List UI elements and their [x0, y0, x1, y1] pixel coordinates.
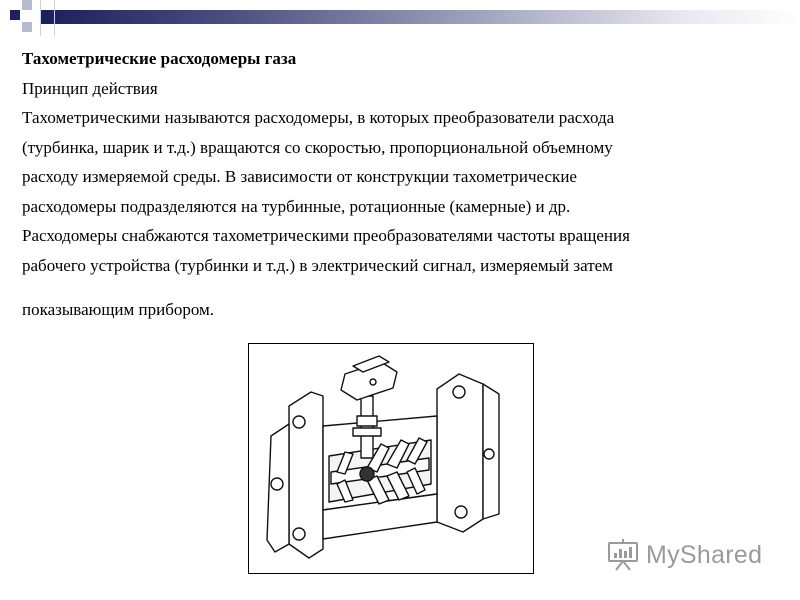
- banner-divider: [54, 0, 55, 36]
- top-banner: [0, 0, 800, 36]
- turbine-flowmeter-illustration: [248, 343, 534, 574]
- sensor-collar: [353, 428, 381, 436]
- bolt-hole: [271, 478, 283, 490]
- bolt-hole: [484, 449, 494, 459]
- body-line: Расходомеры снабжаются тахометрическими преобразователями частоты вращения: [22, 226, 630, 245]
- banner-square: [22, 0, 32, 10]
- banner-gradient: [40, 10, 800, 24]
- myshared-watermark: [606, 538, 776, 572]
- banner-divider: [40, 0, 41, 36]
- body-line-last: показывающим прибором.: [22, 300, 215, 319]
- body-line: (турбинка, шарик и т.д.) вращаются со скоростью, пропорциональной объемному: [22, 137, 613, 157]
- banner-square: [10, 10, 20, 20]
- bolt-hole: [293, 416, 305, 428]
- bolt-hole: [453, 386, 465, 398]
- banner-square: [22, 22, 32, 32]
- presentation-board-icon: [606, 538, 642, 572]
- sensor-nut: [357, 416, 377, 426]
- watermark-text: MyShared: [646, 541, 763, 569]
- body-line: расходу измеряемой среды. В зависимости от конструкции тахометрические: [22, 167, 577, 186]
- body-line: рабочего устройства (турбинки и т.д.) в электрический сигнал, измеряемый затем: [22, 255, 613, 275]
- bolt-hole: [293, 528, 305, 540]
- bolt-hole: [455, 506, 467, 518]
- slide-text: [22, 44, 782, 325]
- sensor-stem: [361, 396, 373, 458]
- body-line: Тахометрическими называются расходомеры, в которых преобразователи расхода: [22, 108, 615, 127]
- slide-title: Тахометрические расходомеры газа: [22, 49, 297, 68]
- flowmeter-drawing: [249, 344, 533, 573]
- slide-subtitle: Принцип действия: [22, 78, 158, 98]
- body-line: расходомеры подразделяются на турбинные, ротационные (камерные) и др.: [22, 196, 571, 216]
- connector-screw: [370, 379, 376, 385]
- pickup-coil: [360, 467, 374, 481]
